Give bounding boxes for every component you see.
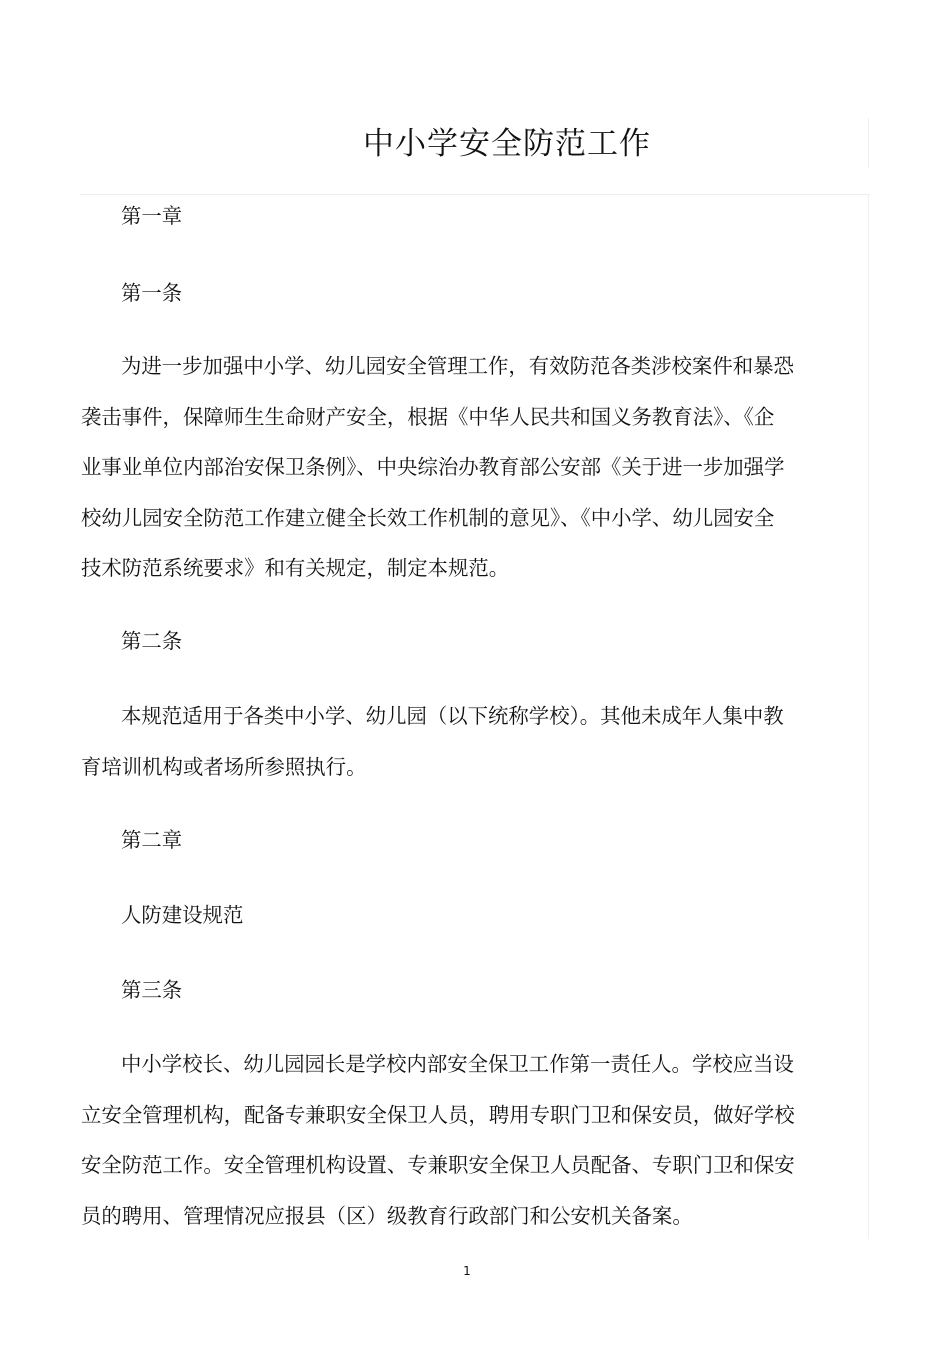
article-heading: 第一条 [121,281,183,305]
header-divider [80,194,870,195]
paragraph-line: 育培训机构或者场所参照执行。 [81,755,367,779]
page-number: 1 [463,1264,471,1278]
paragraph-line: 中小学校长、幼儿园园长是学校内部安全保卫工作第一责任人。学校应当设 [121,1052,794,1076]
article-heading: 第三条 [121,978,183,1002]
chapter-heading: 第一章 [121,204,183,228]
paragraph-line: 安全防范工作。安全管理机构设置、专兼职安全保卫人员配备、专职门卫和保安 [81,1153,795,1177]
paragraph-line: 技术防范系统要求》和有关规定，制定本规范。 [81,556,510,580]
document-title: 中小学安全防范工作 [363,126,651,162]
margin-rule-right [868,194,869,1239]
paragraph-line: 业事业单位内部治安保卫条例》、中央综治办教育部公安部《关于进一步加强学 [81,455,785,479]
paragraph-line: 本规范适用于各类中小学、幼儿园（以下统称学校）。其他未成年人集中教 [121,704,784,728]
paragraph-line: 校幼儿园安全防范工作建立健全长效工作机制的意见》、《中小学、幼儿园安全 [81,506,775,530]
paragraph-line: 为进一步加强中小学、幼儿园安全管理工作，有效防范各类涉校案件和暴恐 [121,354,794,378]
chapter-title: 人防建设规范 [121,903,244,927]
chapter-heading: 第二章 [121,828,183,852]
article-heading: 第二条 [121,629,183,653]
paragraph-line: 袭击事件，保障师生生命财产安全，根据《中华人民共和国义务教育法》、《企 [81,405,775,429]
paragraph-line: 立安全管理机构，配备专兼职安全保卫人员，聘用专职门卫和保安员，做好学校 [81,1103,795,1127]
paragraph-line: 员的聘用、管理情况应报县（区）级教育行政部门和公安机关备案。 [81,1204,693,1228]
